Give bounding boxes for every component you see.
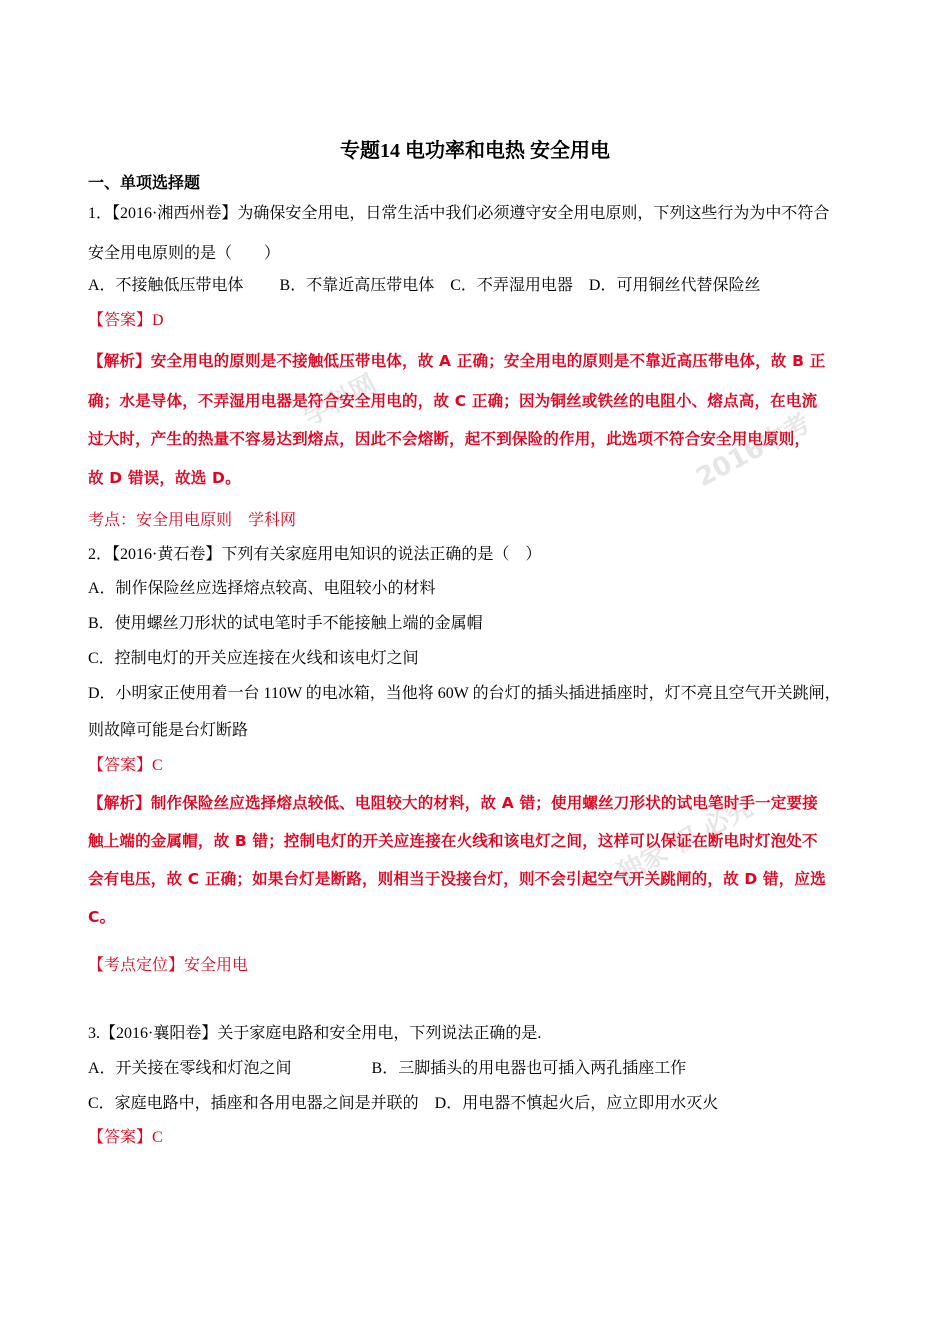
watermark: 独家 权 必究	[612, 792, 758, 889]
question-2-analysis-line: C。	[88, 908, 116, 926]
question-1-options: A．不接触低压带电体 B．不靠近高压带电体 C．不弄湿用电器 D．可用铜丝代替保险丝	[88, 277, 761, 294]
question-1-answer: 【答案】D	[88, 312, 164, 329]
question-source-tag: 【2016·黄石卷】	[112, 546, 222, 563]
question-number: 2．	[88, 546, 113, 563]
question-3-answer: 【答案】C	[88, 1129, 163, 1146]
question-2-option-d-cont: 则故障可能是台灯断路	[88, 722, 249, 739]
question-2-analysis-line: 触上端的金属帽，故 B 错；控制电灯的开关应连接在火线和该电灯之间，这样可以保证在断电时灯泡处不	[88, 832, 818, 850]
question-1-analysis-line: 【解析】安全用电的原则是不接触低压带电体，故 A 正确；安全用电的原则是不靠近高压带电体，故 B 正	[88, 352, 826, 370]
question-text: 关于家庭电路和安全用电，下列说法正确的是.	[217, 1025, 542, 1042]
section-heading: 一、单项选择题	[88, 175, 201, 192]
question-2-analysis-line: 【解析】制作保险丝应选择熔点较低、电阻较大的材料，故 A 错；使用螺丝刀形状的试电笔时手一定要接	[88, 794, 818, 812]
question-text: 下列有关家庭用电知识的说法正确的是（ ）	[221, 546, 542, 563]
question-number: 1．	[88, 205, 113, 222]
question-2-stem	[88, 544, 541, 566]
question-1-stem	[88, 203, 829, 225]
question-source-tag: 【2016·湘西州卷】	[112, 205, 238, 222]
question-3-options-row-2: C．家庭电路中，插座和各用电器之间是并联的 D．用电器不慎起火后，应立即用水灭火	[88, 1095, 719, 1112]
question-2-analysis-line: 会有电压，故 C 正确；如果台灯是断路，则相当于没接台灯，则不会引起空气开关跳闸的，故 D 错，应选	[88, 870, 826, 888]
question-text: 为确保安全用电，日常生活中我们必须遵守安全用电原则，下列这些行为为中不符合	[237, 205, 830, 222]
question-1-kaodian: 考点：安全用电原则 学科网	[88, 512, 297, 529]
question-2-option-a: A．制作保险丝应选择熔点较高、电阻较小的材料	[88, 580, 436, 597]
question-2-answer: 【答案】C	[88, 757, 163, 774]
question-1-stem-cont: 安全用电原则的是（ ）	[88, 245, 281, 262]
question-1-analysis-line: 确；水是导体，不弄湿用电器是符合安全用电的，故 C 正确；因为铜丝或铁丝的电阻小、熔点高，在电流	[88, 392, 818, 410]
question-1-analysis-line: 故 D 错误，故选 D。	[88, 469, 241, 487]
question-2-option-b: B．使用螺丝刀形状的试电笔时手不能接触上端的金属帽	[88, 615, 483, 632]
page-title: 专题14 电功率和电热 安全用电	[340, 140, 610, 162]
watermark: 学科网	[298, 369, 382, 433]
question-3-options-row-1: A．开关接在零线和灯泡之间 B．三脚插头的用电器也可插入两孔插座工作	[88, 1060, 687, 1077]
question-source-tag: 3.【2016·襄阳卷】	[88, 1025, 218, 1042]
question-1-analysis-line: 过大时，产生的热量不容易达到熔点，因此不会熔断，起不到保险的作用，此选项不符合安全用电原则，	[88, 430, 811, 448]
question-2-option-d: D．小明家正使用着一台 110W 的电冰箱，当他将 60W 的台灯的插头插进插座时，灯不亮且空气开关跳闸，	[88, 685, 841, 702]
question-3-stem	[88, 1023, 541, 1045]
watermark: 2016中考	[691, 408, 816, 494]
question-2-kaodian: 【考点定位】安全用电	[88, 957, 249, 974]
question-2-option-c: C．控制电灯的开关应连接在火线和该电灯之间	[88, 650, 419, 667]
